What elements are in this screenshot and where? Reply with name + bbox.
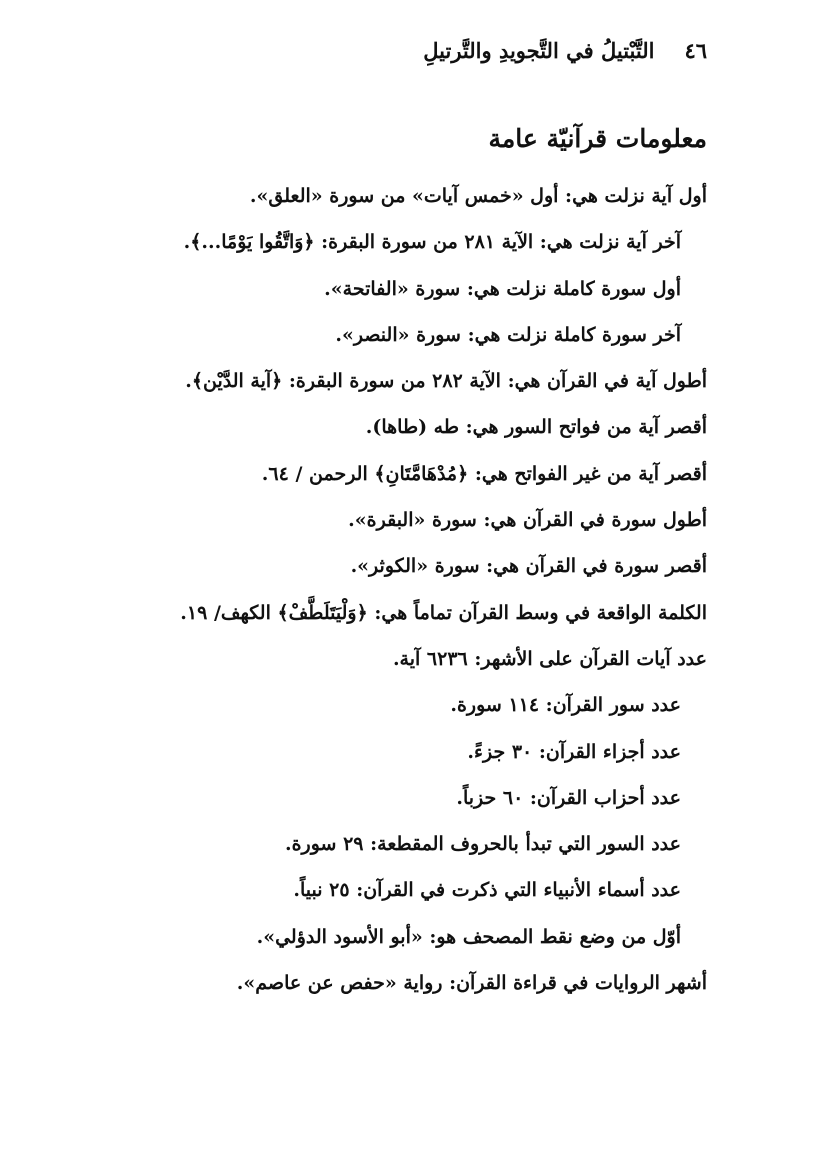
fact-line: أقصر آية من غير الفواتح هي: ﴿مُدْهَامَّتَانِ﴾ الرحمن / ٦٤. (261, 462, 707, 485)
section-title: معلومات قرآنيّة عامة (488, 124, 707, 153)
fact-line: أطول آية في القرآن هي: الآية ٢٨٢ من سورة البقرة: ﴿آية الدَّيْن﴾. (185, 370, 707, 393)
fact-line: عدد سور القرآن: ١١٤ سورة. (450, 694, 681, 717)
fact-line: آخر آية نزلت هي: الآية ٢٨١ من سورة البقرة: ﴿وَاتَّقُوا يَوْمًا...﴾. (183, 231, 681, 254)
fact-line: أشهر الروايات في قراءة القرآن: رواية «حفص عن عاصم». (236, 972, 707, 995)
fact-line: عدد أسماء الأنبياء التي ذكرت في القرآن: ٢٥ نبياً. (293, 879, 681, 902)
fact-line: عدد السور التي تبدأ بالحروف المقطعة: ٢٩ سورة. (284, 833, 681, 856)
fact-line: الكلمة الواقعة في وسط القرآن تماماً هي: ﴿وَلْيَتَلَطَّفْ﴾ الكهف/ ١٩. (180, 601, 707, 624)
book-title: التَّبْتيلُ في التَّجويدِ والتَّرتيلِ (423, 38, 655, 63)
running-header (423, 38, 707, 63)
facts-list (7, 178, 707, 1011)
fact-line: أول سورة كاملة نزلت هي: سورة «الفاتحة». (324, 277, 681, 300)
page-number: ٤٦ (684, 38, 707, 63)
fact-line: أطول سورة في القرآن هي: سورة «البقرة». (348, 509, 707, 532)
fact-line: أقصر آية من فواتح السور هي: طه (طاها). (365, 416, 707, 439)
fact-line: عدد آيات القرآن على الأشهر: ٦٢٣٦ آية. (392, 647, 707, 670)
fact-line: أقصر سورة في القرآن هي: سورة «الكوثر». (350, 555, 707, 578)
fact-line: أول آية نزلت هي: أول «خمس آيات» من سورة «العلق». (249, 185, 707, 207)
fact-line: عدد أحزاب القرآن: ٦٠ حزباً. (456, 786, 681, 809)
fact-line: عدد أجزاء القرآن: ٣٠ جزءً. (467, 740, 681, 763)
fact-line: آخر سورة كاملة نزلت هي: سورة «النصر». (335, 323, 681, 346)
fact-line: أوّل من وضع نقط المصحف هو: «أبو الأسود الدؤلي». (256, 925, 681, 948)
